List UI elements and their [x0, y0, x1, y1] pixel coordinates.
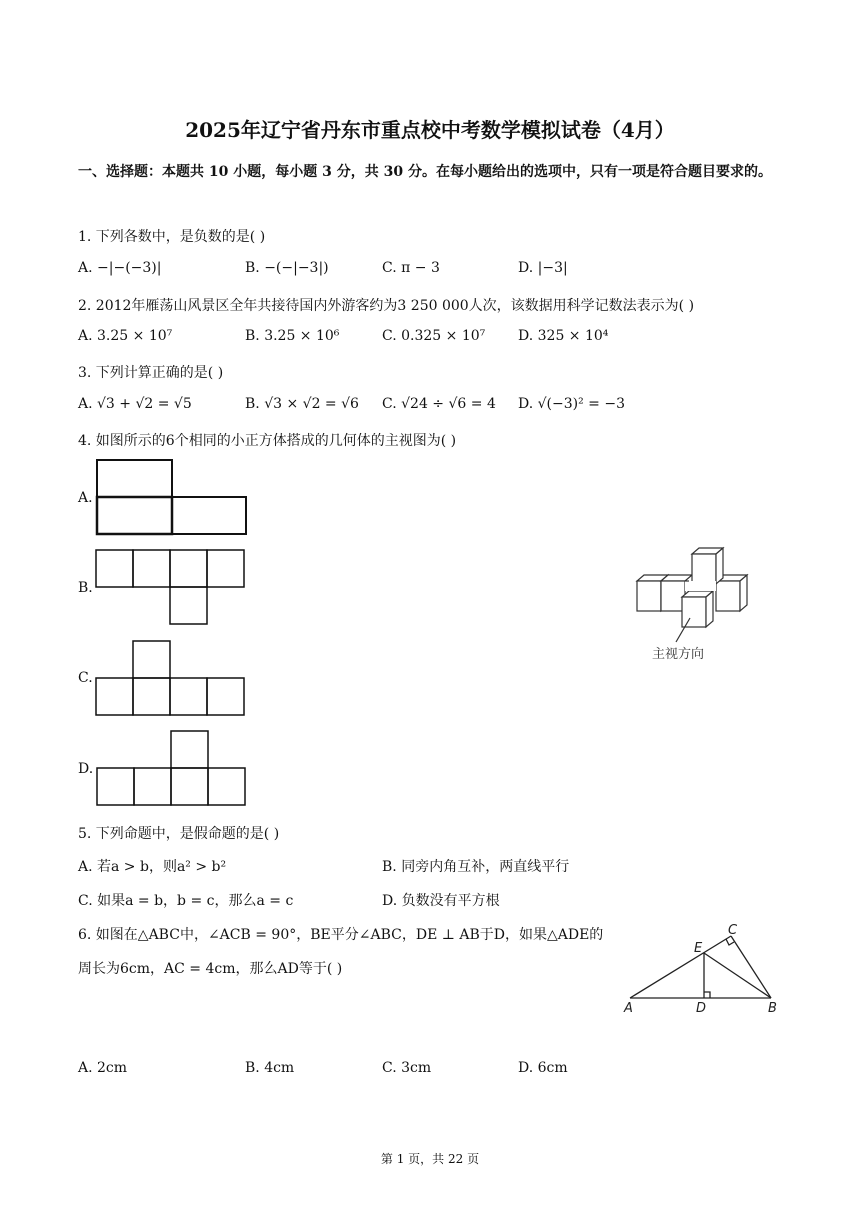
q6-option-c: C. 3cm: [382, 1060, 432, 1076]
q2-option-b: B. 3.25 × 10⁶: [245, 328, 340, 344]
q4-option-c-figure: [94, 639, 250, 719]
q5-option-d: D. 负数没有平方根: [382, 893, 500, 909]
q2-option-a: A. 3.25 × 10⁷: [78, 328, 173, 344]
question-5-stem: 5. 下列命题中，是假命题的是( ): [78, 826, 280, 842]
q5-option-a: A. 若a > b，则a² > b²: [78, 859, 227, 875]
q4-figure-caption: 主视方向: [652, 647, 705, 662]
question-6-stem-line1: 6. 如图在△ABC中，∠ACB = 90°，BE平分∠ABC，DE ⊥ AB于D，如果△ADE的: [78, 927, 604, 943]
q3-option-c: C. √24 ÷ √6 = 4: [382, 396, 496, 412]
q6-label-c: C: [728, 923, 738, 938]
question-6-stem-line2: 周长为6cm，AC = 4cm，那么AD等于( ): [78, 961, 343, 977]
q6-label-b: B: [768, 1001, 777, 1016]
q4-option-b-label: B.: [78, 580, 93, 596]
q3-option-b: B. √3 × √2 = √6: [245, 396, 359, 412]
q6-label-a: A: [624, 1001, 633, 1016]
q4-option-a-label: A.: [78, 490, 93, 506]
q5-option-b: B. 同旁内角互补，两直线平行: [382, 859, 570, 875]
q4-option-d-figure: [94, 729, 250, 809]
page-footer: 第 1 页，共 22 页: [380, 1152, 480, 1166]
question-3-stem: 3. 下列计算正确的是( ): [78, 365, 224, 381]
q6-triangle-figure: [618, 920, 788, 1020]
q3-option-a: A. √3 + √2 = √5: [78, 396, 192, 412]
q4-option-a-figure: [94, 458, 250, 538]
q4-option-b-figure: [94, 548, 250, 628]
q1-option-c: C. π − 3: [382, 260, 440, 276]
q6-label-d: D: [696, 1001, 707, 1016]
q1-option-d: D. |−3|: [518, 260, 568, 276]
q3-option-d: D. √(−3)² = −3: [518, 396, 625, 412]
question-2-stem: 2. 2012年雁荡山风景区全年共接待国内外游客约为3 250 000人次，该数据用科学记数法表示为( ): [78, 298, 695, 314]
question-1-stem: 1. 下列各数中，是负数的是( ): [78, 229, 266, 245]
q2-option-d: D. 325 × 10⁴: [518, 328, 609, 344]
q5-option-c: C. 如果a = b，b = c，那么a = c: [78, 893, 294, 909]
q1-option-b: B. −(−|−3|): [245, 260, 329, 276]
q1-option-a: A. −|−(−3)|: [78, 260, 162, 276]
q6-option-d: D. 6cm: [518, 1060, 568, 1076]
question-4-stem: 4. 如图所示的6个相同的小正方体搭成的几何体的主视图为( ): [78, 433, 457, 449]
q6-option-a: A. 2cm: [78, 1060, 128, 1076]
q6-option-b: B. 4cm: [245, 1060, 295, 1076]
q4-option-c-label: C.: [78, 670, 93, 686]
page-title: 2025年辽宁省丹东市重点校中考数学模拟试卷（4月）: [185, 118, 675, 142]
q4-solid-figure: [630, 540, 765, 670]
section-heading: 一、选择题：本题共 10 小题，每小题 3 分，共 30 分。在每小题给出的选项中，只有一项是符合题目要求的。: [78, 164, 772, 180]
q2-option-c: C. 0.325 × 10⁷: [382, 328, 486, 344]
q6-label-e: E: [694, 941, 703, 956]
q4-option-d-label: D.: [78, 761, 94, 777]
